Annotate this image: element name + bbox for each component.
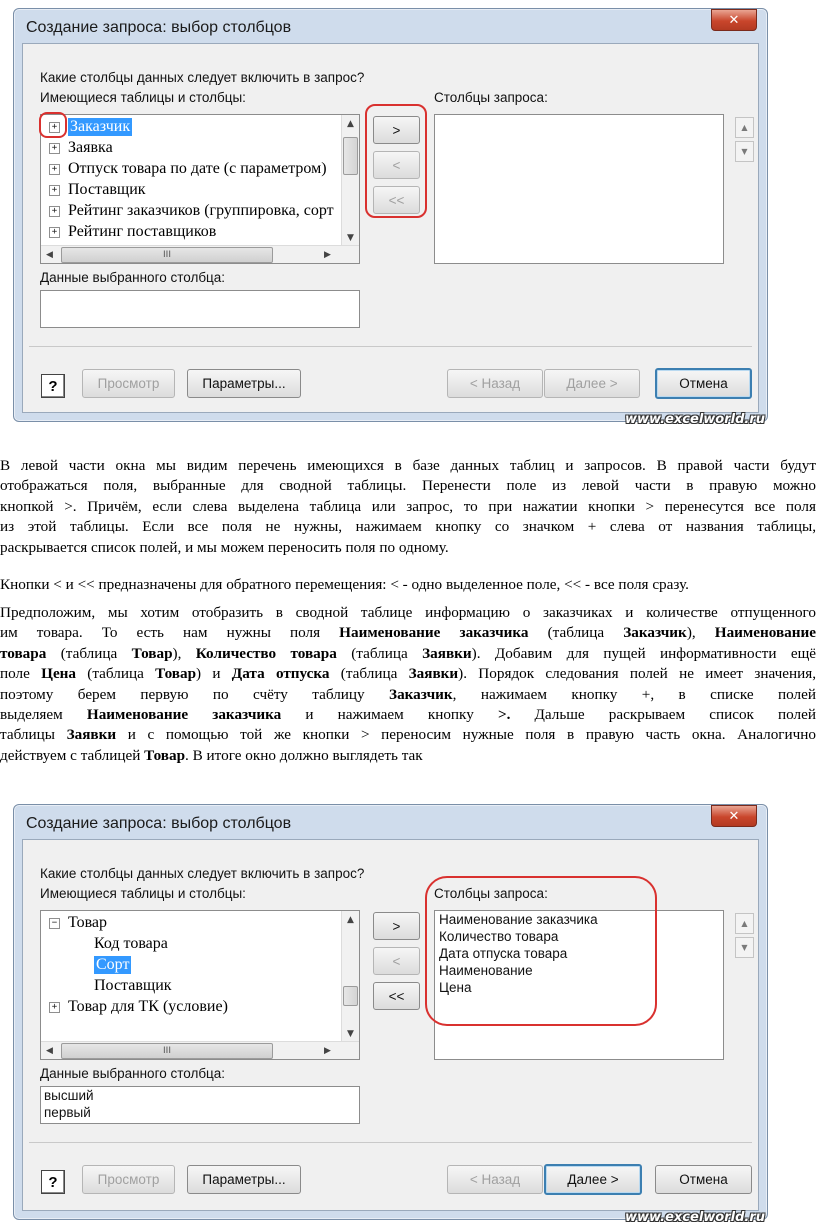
text-run-bold: Товар bbox=[131, 644, 173, 662]
text-run: (таблица bbox=[76, 665, 156, 683]
remove-all-button[interactable]: << bbox=[373, 186, 420, 214]
available-label: Имеющиеся таблицы и столбцы: bbox=[40, 90, 246, 105]
scroll-right-icon[interactable]: ▶ bbox=[324, 1045, 331, 1056]
tree-item-label: Поставщик bbox=[68, 181, 146, 198]
dialog-title: Создание запроса: выбор столбцов bbox=[26, 19, 292, 36]
back-button[interactable]: < Назад bbox=[447, 369, 543, 398]
move-up-button[interactable] bbox=[735, 117, 754, 138]
text-run-bold: Заказчик bbox=[623, 624, 687, 642]
watermark: www.excelworld.ru bbox=[624, 1210, 765, 1225]
scroll-thumb[interactable] bbox=[343, 137, 358, 175]
options-button[interactable]: Параметры... bbox=[187, 1165, 301, 1194]
text-line bbox=[0, 623, 816, 643]
expand-icon[interactable]: + bbox=[49, 122, 60, 133]
tree-item-label: Рейтинг заказчиков (группировка, сорт bbox=[68, 202, 334, 219]
selected-column-data[interactable] bbox=[40, 1086, 360, 1124]
query-columns-list[interactable] bbox=[434, 114, 724, 264]
scroll-thumb[interactable] bbox=[343, 986, 358, 1006]
text-run: ), bbox=[686, 624, 715, 642]
text-run: (таблица bbox=[528, 624, 624, 642]
vertical-scrollbar[interactable] bbox=[341, 911, 359, 1042]
scroll-left-icon[interactable]: ◀ bbox=[46, 1045, 53, 1056]
close-button[interactable] bbox=[711, 805, 757, 827]
remove-column-button[interactable]: < bbox=[373, 151, 420, 179]
close-button[interactable] bbox=[711, 9, 757, 31]
scroll-up-icon[interactable]: ▲ bbox=[347, 118, 354, 129]
highlight-query-columns bbox=[425, 876, 657, 1026]
text-run-bold: Заявки bbox=[422, 644, 472, 662]
next-button[interactable]: Далее > bbox=[544, 369, 640, 398]
move-up-button[interactable] bbox=[735, 913, 754, 934]
text-run-bold: Заявки bbox=[66, 726, 117, 744]
text-run-bold: товара bbox=[0, 644, 47, 662]
tree-item[interactable] bbox=[49, 180, 146, 200]
dialog-client-area bbox=[22, 43, 759, 413]
add-column-button[interactable]: > bbox=[373, 116, 420, 144]
collapse-icon[interactable]: − bbox=[49, 918, 60, 929]
next-button[interactable]: Далее > bbox=[544, 1164, 642, 1195]
scroll-up-icon[interactable]: ▲ bbox=[347, 914, 354, 925]
text-line bbox=[0, 685, 816, 705]
tree-item[interactable] bbox=[49, 138, 113, 158]
horizontal-scrollbar[interactable] bbox=[41, 245, 359, 263]
text-run-bold: Дата отпуска bbox=[231, 665, 330, 683]
query-columns-label: Столбцы запроса: bbox=[434, 90, 548, 105]
scroll-down-icon[interactable]: ▼ bbox=[347, 1028, 354, 1039]
scroll-right-icon[interactable]: ▶ bbox=[324, 249, 331, 260]
tree-item-label: Заказчик bbox=[70, 118, 131, 135]
text-run: поэтому берем первую по счёту таблицу bbox=[0, 685, 390, 703]
tree-item[interactable] bbox=[49, 201, 334, 221]
text-line bbox=[0, 644, 816, 664]
text-run: действуем с таблицей bbox=[0, 746, 145, 764]
help-button[interactable] bbox=[41, 1170, 65, 1194]
scroll-down-icon[interactable]: ▼ bbox=[347, 232, 354, 243]
text-line bbox=[0, 664, 816, 684]
text-run: ). Порядок следования полей не имеет значения, bbox=[458, 665, 816, 683]
text-line: Кнопки < и << предназначены для обратного перемещения: < - одно выделенное поле, << - все поля сразу. bbox=[0, 576, 689, 593]
tree-item[interactable] bbox=[94, 976, 172, 996]
remove-all-button[interactable]: << bbox=[373, 982, 420, 1010]
vertical-scrollbar[interactable] bbox=[341, 115, 359, 246]
help-button[interactable] bbox=[41, 374, 65, 398]
close-icon: ✕ bbox=[728, 808, 740, 824]
arrow-down-icon: ▼ bbox=[741, 147, 748, 156]
back-button[interactable]: < Назад bbox=[447, 1165, 543, 1194]
text-run: и нажимаем кнопку bbox=[281, 706, 498, 724]
text-run: (таблица bbox=[329, 665, 409, 683]
move-down-button[interactable] bbox=[735, 937, 754, 958]
remove-column-button[interactable]: < bbox=[373, 947, 420, 975]
text-line: отображаться поля, выбранные для сводной таблицы. Перенести поле из левой части в правую можно bbox=[0, 477, 816, 495]
text-run: поле bbox=[0, 665, 42, 683]
highlight-move-buttons bbox=[365, 104, 427, 218]
selected-column-label: Данные выбранного столбца: bbox=[40, 1066, 226, 1081]
selected-column-label: Данные выбранного столбца: bbox=[40, 270, 226, 285]
separator bbox=[29, 346, 752, 347]
text-run: выделяем bbox=[0, 706, 87, 724]
text-line: из этой таблицы. Если все поля не нужны, нажимаем кнопку со значком + слева от названия таблицы, bbox=[0, 518, 816, 536]
arrow-up-icon: ▲ bbox=[741, 123, 748, 132]
paragraph-1 bbox=[0, 456, 816, 558]
text-run: (таблица bbox=[46, 644, 132, 662]
text-line bbox=[0, 705, 816, 725]
help-icon: ? bbox=[48, 1173, 58, 1191]
expand-icon[interactable]: + bbox=[49, 185, 60, 196]
tree-item-label: Поставщик bbox=[94, 977, 172, 994]
text-run-bold: Цена bbox=[41, 665, 77, 683]
scroll-left-icon[interactable]: ◀ bbox=[46, 249, 53, 260]
text-run-bold: >. bbox=[497, 706, 511, 724]
text-line bbox=[0, 746, 816, 766]
text-run-bold: Заказчик bbox=[389, 685, 453, 703]
text-run: . В итоге окно должно выглядеть так bbox=[185, 746, 423, 764]
text-run: ). Добавим для пущей информативности ещё bbox=[471, 644, 816, 662]
tree-item-label: Заявка bbox=[68, 139, 113, 156]
text-run-bold: Количество товара bbox=[195, 644, 337, 662]
question-label: Какие столбцы данных следует включить в запрос? bbox=[40, 70, 365, 85]
text-run-bold: Наименование bbox=[714, 624, 816, 642]
preview-button[interactable]: Просмотр bbox=[82, 369, 175, 398]
help-icon: ? bbox=[48, 377, 58, 395]
arrow-up-icon: ▲ bbox=[741, 919, 748, 928]
dialog-title: Создание запроса: выбор столбцов bbox=[26, 815, 292, 832]
cancel-button[interactable]: Отмена bbox=[655, 1165, 752, 1194]
selected-column-value: первый bbox=[44, 1105, 91, 1120]
tree-item[interactable] bbox=[49, 159, 327, 179]
selected-column-data[interactable] bbox=[40, 290, 360, 328]
query-column-item[interactable]: Цена bbox=[439, 980, 472, 995]
available-tree[interactable] bbox=[40, 910, 360, 1060]
scroll-thumb[interactable]: III bbox=[61, 1043, 273, 1059]
tree-item-label: Сорт bbox=[96, 956, 130, 973]
horizontal-scrollbar[interactable] bbox=[41, 1041, 359, 1059]
question-label: Какие столбцы данных следует включить в запрос? bbox=[40, 866, 365, 881]
available-tree[interactable] bbox=[40, 114, 360, 264]
tree-item-label: Товар bbox=[68, 914, 108, 931]
text-run-bold: Товар bbox=[155, 665, 197, 683]
cancel-button[interactable]: Отмена bbox=[655, 368, 752, 399]
separator bbox=[29, 1142, 752, 1143]
text-run: таблицы bbox=[0, 726, 67, 744]
query-column-item[interactable]: Количество товара bbox=[439, 929, 559, 944]
close-icon: ✕ bbox=[728, 12, 740, 28]
text-run-bold: Наименование заказчика bbox=[86, 706, 282, 724]
text-run-bold: Товар bbox=[144, 746, 186, 764]
arrow-down-icon: ▼ bbox=[741, 943, 748, 952]
paragraph-3 bbox=[0, 603, 816, 766]
query-column-item[interactable]: Дата отпуска товара bbox=[439, 946, 568, 961]
text-run: ) и bbox=[196, 665, 232, 683]
move-down-button[interactable] bbox=[735, 141, 754, 162]
text-line: В левой части окна мы видим перечень имеющихся в базе данных таблиц и запросов. В правой части будут bbox=[0, 457, 816, 474]
expand-icon[interactable]: + bbox=[49, 164, 60, 175]
options-button[interactable]: Параметры... bbox=[187, 369, 301, 398]
query-column-item[interactable]: Наименование заказчика bbox=[439, 912, 598, 927]
tree-item-label: Товар для ТК (условие) bbox=[68, 998, 228, 1015]
scroll-thumb[interactable]: III bbox=[61, 247, 273, 263]
text-run: и с помощью той же кнопки > переносим нужные поля в правую часть окна. Аналогично bbox=[116, 726, 816, 744]
paragraph-2 bbox=[0, 575, 816, 595]
tree-item[interactable] bbox=[94, 934, 168, 954]
expand-icon[interactable]: + bbox=[49, 227, 60, 238]
preview-button[interactable]: Просмотр bbox=[82, 1165, 175, 1194]
tree-item[interactable] bbox=[94, 955, 131, 975]
text-run: им товара. То есть нам нужны поля bbox=[0, 624, 340, 642]
expand-icon[interactable]: + bbox=[49, 206, 60, 217]
text-run: ), bbox=[172, 644, 196, 662]
tree-item-label: Отпуск товара по дате (с параметром) bbox=[68, 160, 327, 177]
query-columns-label: Столбцы запроса: bbox=[434, 886, 548, 901]
tree-item[interactable] bbox=[49, 913, 107, 933]
text-line: кнопкой >. Причём, если слева выделена таблица или запрос, то при нажатии кнопки > перенесутся все поля bbox=[0, 497, 816, 515]
expand-icon[interactable]: + bbox=[49, 1002, 60, 1013]
add-column-button[interactable]: > bbox=[373, 912, 420, 940]
text-line: раскрывается список полей, и мы можем переносить поля по одному. bbox=[0, 538, 449, 556]
available-label: Имеющиеся таблицы и столбцы: bbox=[40, 886, 246, 901]
text-run: , нажимаем кнопку +, в списке полей bbox=[452, 685, 816, 703]
selected-column-value: высший bbox=[44, 1088, 94, 1103]
text-run-bold: Наименование заказчика bbox=[339, 624, 529, 642]
expand-icon[interactable]: + bbox=[49, 143, 60, 154]
tree-item[interactable] bbox=[49, 222, 216, 242]
tree-item-label: Код товара bbox=[94, 935, 168, 952]
watermark: www.excelworld.ru bbox=[624, 412, 765, 427]
text-run: (таблица bbox=[336, 644, 423, 662]
text-line bbox=[0, 725, 816, 745]
query-column-item[interactable]: Наименование bbox=[439, 963, 533, 978]
tree-item[interactable] bbox=[49, 997, 228, 1017]
text-run: Дальше раскрываем список полей bbox=[510, 706, 816, 724]
text-line: Предположим, мы хотим отобразить в сводной таблице информацию о заказчиках и количестве отпущенного bbox=[0, 604, 816, 621]
tree-item-label: Рейтинг поставщиков bbox=[68, 223, 217, 240]
text-run-bold: Заявки bbox=[408, 665, 459, 683]
highlight-expander bbox=[39, 112, 67, 138]
